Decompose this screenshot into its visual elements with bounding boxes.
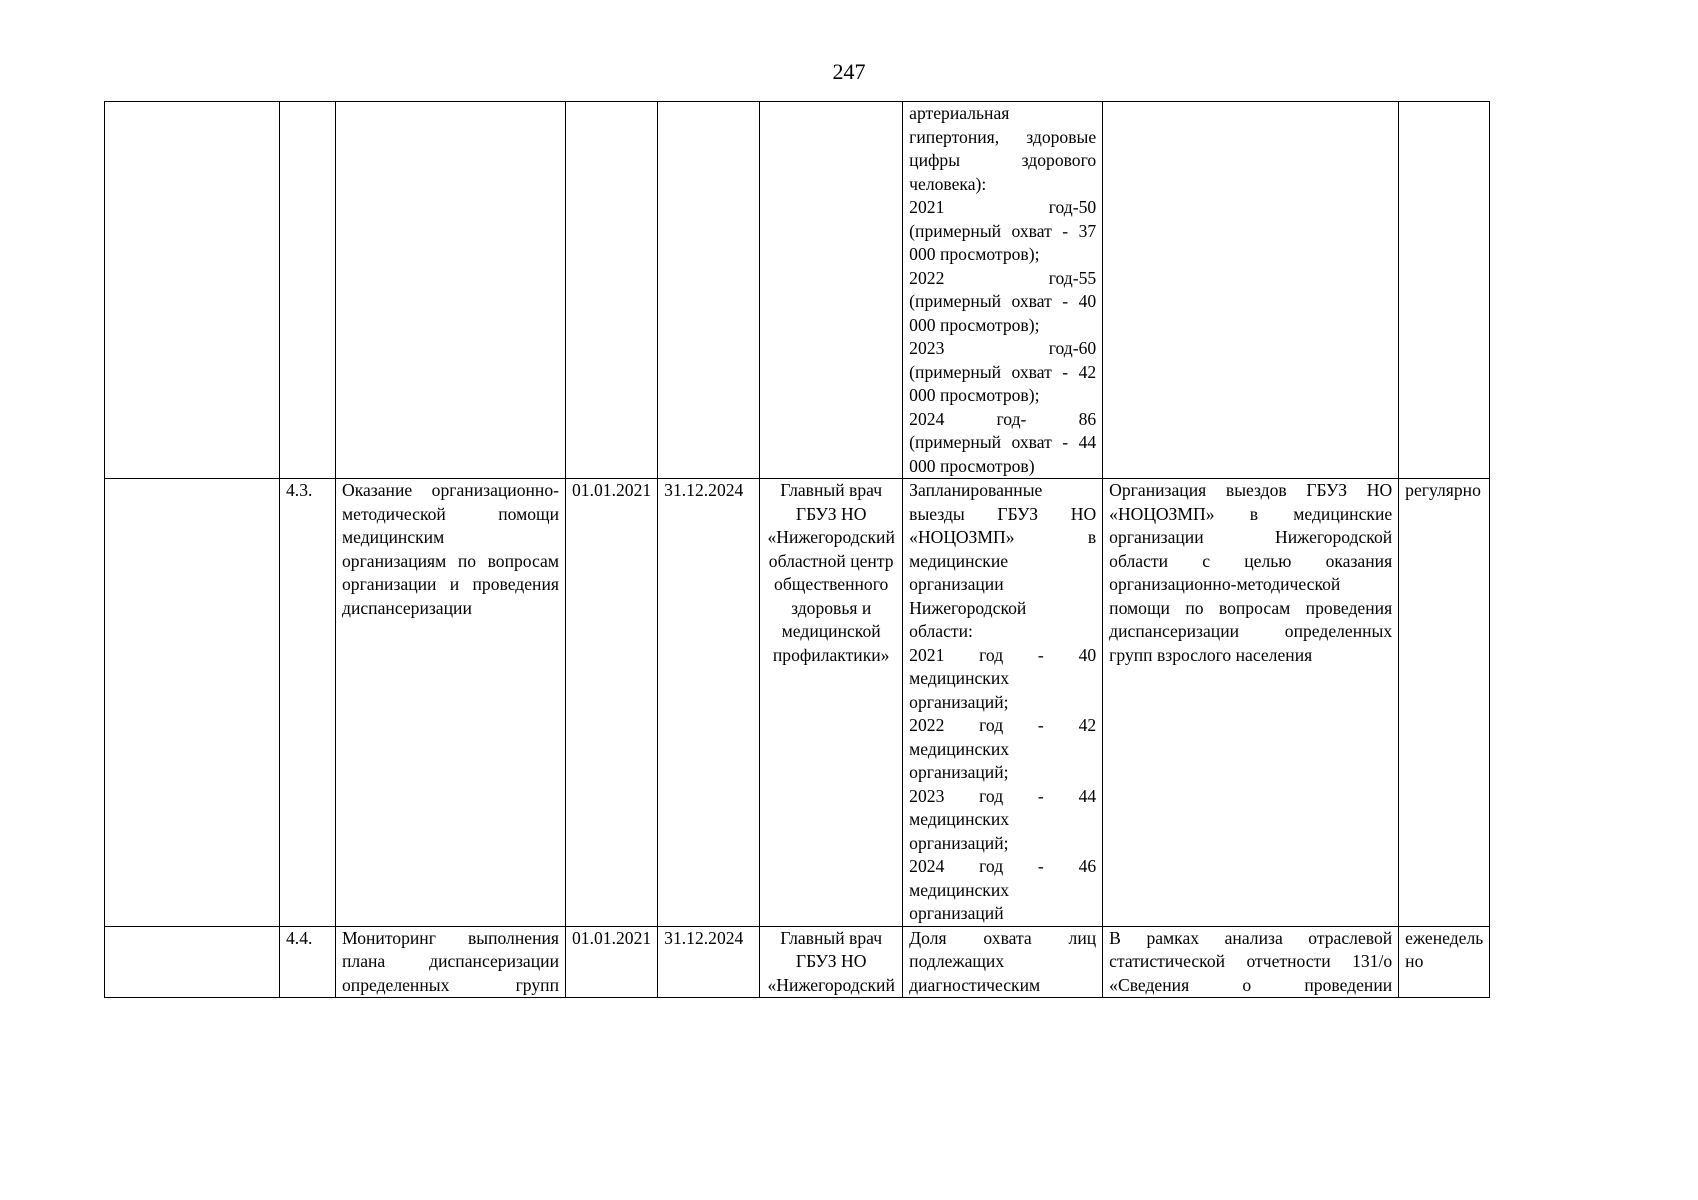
cell-text-line: 2024 год - 46 [909, 856, 1097, 876]
result-cell [1103, 479, 1399, 927]
cell-text-line: 2024 год- 86 [909, 408, 1097, 429]
cell-text-line: профилактики» [772, 644, 890, 665]
cell-text-line: (примерный охват - 42 [909, 361, 1097, 382]
indicator-cell [903, 102, 1103, 479]
responsible-cell [760, 926, 903, 998]
cell-text-line: организаций [909, 903, 1004, 923]
cell-text-line: 000 просмотров); [909, 244, 1040, 264]
cell-text-line: 2023 год - 44 [909, 785, 1097, 806]
cell-text-line: области: [909, 621, 973, 641]
cell-text-line: организационно-методической [1109, 574, 1341, 594]
item-name-cell [336, 479, 566, 927]
result-cell [1103, 102, 1399, 479]
frequency-cell [1399, 102, 1490, 479]
cell-text-line: Нижегородской [909, 597, 1027, 618]
cell-text-line: диспансеризации [342, 597, 472, 618]
cell-text-line: (примерный охват - 40 [909, 291, 1097, 311]
cell-text-line: областной центр [768, 550, 894, 571]
item-number-cell [280, 102, 336, 479]
cell-text-line: диагностическим [909, 974, 1041, 995]
cell-text-line: «НОЦОЗМП» в медицинские [1109, 503, 1393, 524]
cell-text-line: Организация выездов ГБУЗ НО [1109, 480, 1393, 500]
cell-text-line: Главный врач [780, 927, 883, 948]
cell-text-line: (примерный охват - 37 [909, 220, 1097, 241]
cell-text-line: методической помощи [342, 503, 559, 524]
cell-text-line: общественного [774, 574, 889, 594]
cell-text-line: Главный врач [780, 480, 883, 500]
cell-text-line: Мониторинг выполнения [342, 927, 559, 948]
cell-text-line: области с целью оказания [1109, 550, 1393, 571]
cell-text-line: 2022 год - 42 [909, 715, 1097, 735]
cell-text-line: организации Нижегородской [1109, 527, 1393, 547]
cell-text-line: здоровья и [791, 597, 872, 618]
indicator-cell [903, 926, 1103, 998]
blank-cell [105, 926, 280, 998]
item-number-cell: 4.3. [280, 479, 336, 927]
start-date-cell: 01.01.2021 [566, 479, 658, 927]
cell-text-line: статистической отчетности 131/о [1109, 951, 1393, 971]
cell-text-line: медицинских [909, 809, 1010, 829]
cell-text-line: диспансеризации определенных [1109, 621, 1393, 641]
cell-text-line: 2022 год-55 [909, 267, 1097, 288]
frequency-cell [1399, 926, 1490, 998]
cell-text-line: медицинской [781, 621, 881, 641]
cell-text-line: групп взрослого населения [1109, 644, 1313, 665]
cell-text-line: (примерный охват - 44 [909, 432, 1097, 452]
cell-text-line: еженедель [1405, 927, 1484, 948]
cell-text-line: организаций; [909, 832, 1009, 853]
cell-text-line: организациям по вопросам [342, 550, 559, 571]
cell-text-line: В рамках анализа отраслевой [1109, 927, 1393, 948]
end-date-cell: 31.12.2024 [658, 479, 760, 927]
cell-text-line: человека): [909, 173, 987, 194]
cell-text-line: «Нижегородский [767, 974, 895, 995]
cell-text-line: медицинских [909, 668, 1010, 688]
cell-text-line: 2023 год-60 [909, 338, 1097, 358]
cell-text-line: артериальная [909, 103, 1010, 123]
cell-text-line: определенных групп [342, 974, 559, 995]
cell-text-line: организаций; [909, 762, 1009, 782]
cell-text-line: помощи по вопросам проведения [1109, 597, 1393, 618]
cell-text-line: но [1405, 951, 1424, 971]
cell-text-line: цифры здорового [909, 150, 1097, 170]
cell-text-line: ГБУЗ НО [795, 503, 867, 524]
cell-text-line: Доля охвата лиц [909, 927, 1097, 948]
cell-text-line: медицинские [909, 550, 1009, 571]
indicator-cell [903, 479, 1103, 927]
cell-text-line: подлежащих [909, 951, 1005, 971]
cell-text-line: организации [909, 574, 1004, 594]
cell-text-line: Запланированные [909, 480, 1043, 500]
table-row [105, 926, 1490, 998]
cell-text-line: выезды ГБУЗ НО [909, 503, 1097, 524]
cell-text-line: 2021 год - 40 [909, 644, 1097, 665]
cell-text-line: Оказание организационно- [342, 480, 559, 500]
cell-text-line: плана диспансеризации [342, 951, 559, 971]
plan-table [104, 101, 1490, 998]
cell-text-line: 000 просмотров); [909, 385, 1040, 405]
table-row [105, 102, 1490, 479]
cell-text-line: 2021 год-50 [909, 197, 1097, 217]
cell-text-line: «НОЦОЗМП» в [909, 527, 1097, 547]
responsible-cell [760, 102, 903, 479]
cell-text-line: «Сведения о проведении [1109, 974, 1393, 995]
cell-text-line: медицинских [909, 738, 1010, 759]
cell-text-line: «Нижегородский [767, 527, 895, 547]
table-row [105, 479, 1490, 927]
responsible-cell [760, 479, 903, 927]
item-number-cell: 4.4. [280, 926, 336, 998]
frequency-cell: регулярно [1399, 479, 1490, 927]
item-name-cell [336, 926, 566, 998]
cell-text-line: 000 просмотров) [909, 455, 1035, 476]
result-cell [1103, 926, 1399, 998]
end-date-cell: 31.12.2024 [658, 926, 760, 998]
start-date-cell: 01.01.2021 [566, 926, 658, 998]
cell-text-line: ГБУЗ НО [795, 951, 867, 971]
cell-text-line: 000 просмотров); [909, 314, 1040, 335]
item-name-cell [336, 102, 566, 479]
cell-text-line: медицинским [342, 527, 445, 547]
cell-text-line: гипертония, здоровые [909, 126, 1097, 147]
page-number: 247 [832, 59, 866, 84]
cell-text-line: организации и проведения [342, 574, 559, 594]
cell-text-line: организаций; [909, 691, 1009, 712]
start-date-cell [566, 102, 658, 479]
end-date-cell [658, 102, 760, 479]
cell-text-line: медицинских [909, 879, 1010, 900]
blank-cell [105, 479, 280, 927]
blank-cell [105, 102, 280, 479]
